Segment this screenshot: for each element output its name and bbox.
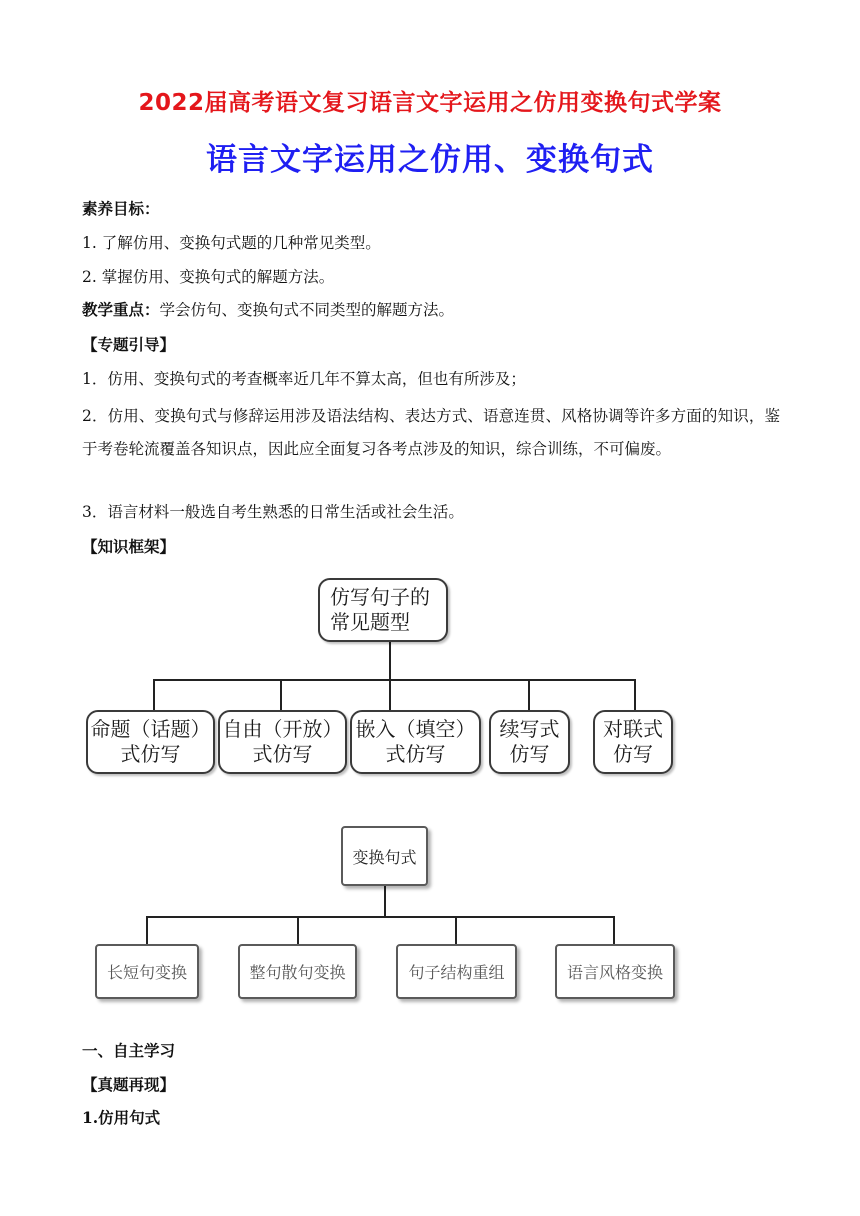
node-line1: 对联式 [603, 717, 663, 741]
focus-label: 教学重点： [82, 300, 160, 319]
chart2-drop [455, 916, 457, 945]
intro-heading: 【专题引导】 [82, 335, 176, 354]
chart1-node-couplet [593, 710, 673, 774]
chart1-trunk [389, 641, 391, 680]
chart2-drop [146, 916, 148, 945]
chart1-root-line2: 常见题型 [330, 610, 410, 634]
chart2-node-structure: 句子结构重组 [396, 944, 517, 999]
intro-item-2: 2．仿用、变换句式与修辞运用涉及语法结构、表达方式、语意连贯、风格协调等许多方面的知识，鉴于考卷轮流覆盖各知识点，因此应全面复习各考点涉及的知识，综合训练，不可偏废。 [82, 407, 780, 458]
chart1-node-topic [86, 710, 215, 774]
goals-label: 素养目标： [82, 199, 160, 218]
node-line2: 式仿写 [120, 742, 181, 766]
chart2-drop [297, 916, 299, 945]
chart1-root-node [318, 578, 448, 642]
chart1-drop [528, 679, 530, 712]
node-line2: 仿写 [509, 742, 550, 766]
chart1-drop [153, 679, 155, 712]
chart2-node-length: 长短句变换 [95, 944, 199, 999]
focus-text: 学会仿句、变换句式不同类型的解题方法。 [159, 301, 455, 319]
intro-item-3: 3．语言材料一般选自考生熟悉的日常生活或社会生活。 [82, 503, 464, 521]
focus-line [82, 298, 782, 320]
section1-item: 1.仿用句式 [82, 1108, 161, 1127]
chart2-node-whole-loose: 整句散句变换 [238, 944, 357, 999]
chart1-node-continue [489, 710, 570, 774]
node-line2: 式仿写 [385, 742, 446, 766]
node-line1: 续写式 [499, 717, 560, 741]
chart1-node-free [218, 710, 347, 774]
chart1-drop [389, 679, 391, 712]
node-line2: 仿写 [613, 742, 653, 766]
main-title: 语言文字运用之仿用、变换句式 [206, 142, 654, 178]
goals-item-2: 2. 掌握仿用、变换句式的解题方法。 [82, 268, 335, 286]
node-line1: 命题（话题） [90, 717, 211, 741]
node-line2: 式仿写 [252, 742, 313, 766]
chart1-drop [634, 679, 636, 712]
chart2-bus [146, 916, 615, 918]
chart1-drop [280, 679, 282, 712]
intro-item-1: 1．仿用、变换句式的考查概率近几年不算太高，但也有所涉及； [82, 370, 526, 388]
chart2-node-style: 语言风格变换 [555, 944, 675, 999]
section1-heading: 一、自主学习 [82, 1041, 176, 1060]
section1-subheading: 【真题再现】 [82, 1075, 176, 1094]
chart2-root-node: 变换句式 [341, 826, 428, 886]
document-title: 2022届高考语文复习语言文字运用之仿用变换句式学案 [138, 90, 722, 116]
node-line1: 自由（开放） [222, 717, 343, 741]
chart2-trunk [384, 885, 386, 917]
chart1-root-line1: 仿写句子的 [330, 585, 430, 609]
chart1-bus [153, 679, 636, 681]
node-line1: 嵌入（填空） [355, 717, 476, 741]
framework-heading: 【知识框架】 [82, 537, 176, 556]
chart2-drop [613, 916, 615, 945]
goals-item-1: 1. 了解仿用、变换句式题的几种常见类型。 [82, 234, 381, 252]
chart1-node-embed [350, 710, 481, 774]
